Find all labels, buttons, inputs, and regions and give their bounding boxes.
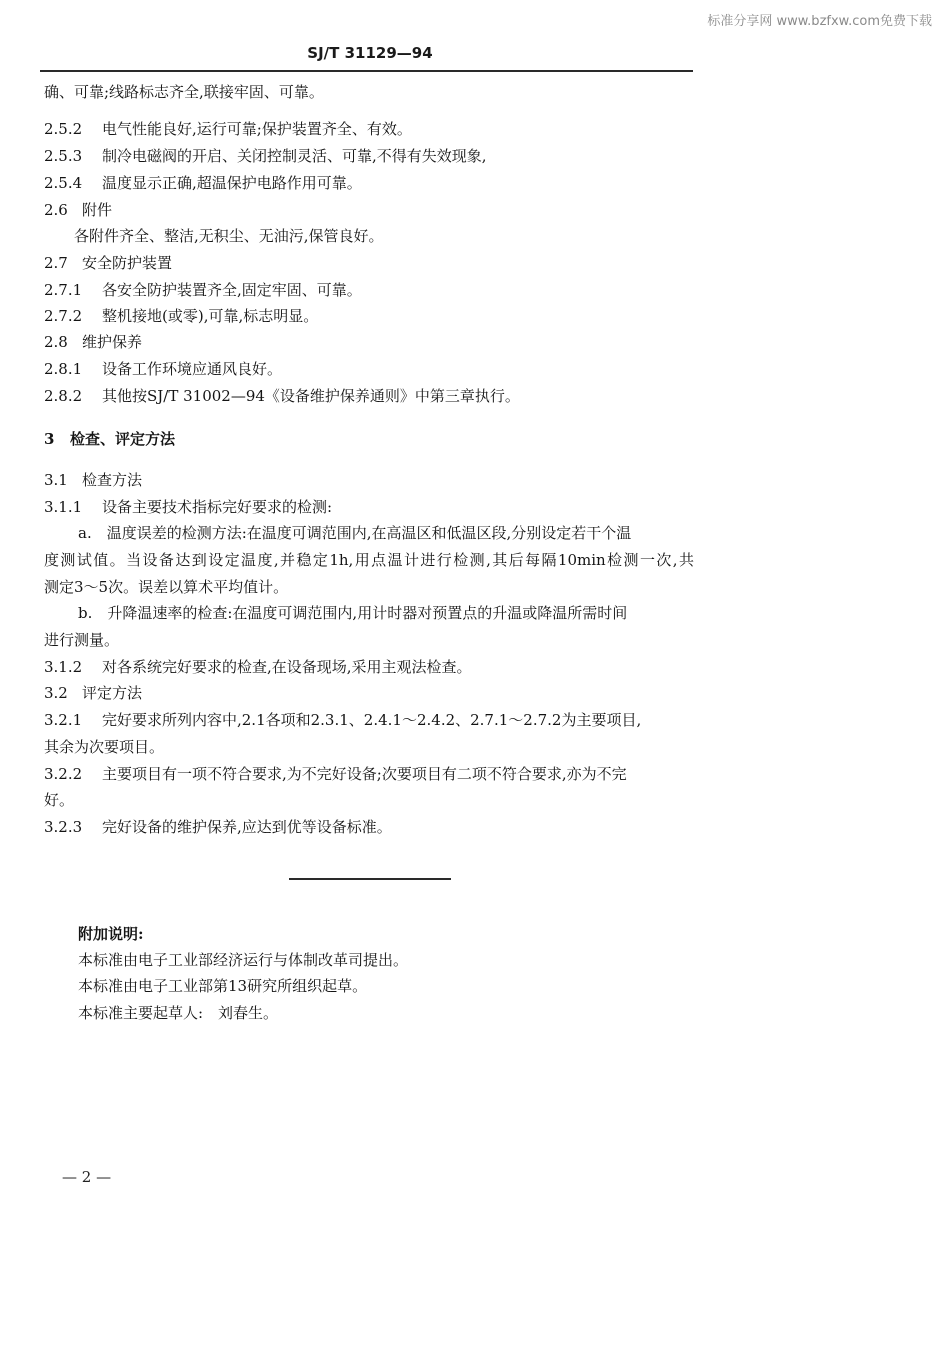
header-rule: [40, 70, 693, 72]
watermark-text: 标准分享网 www.bzfxw.com免费下载: [707, 14, 932, 29]
clause-2-6: 2.6 附件: [44, 201, 113, 219]
clause-3-2-2: 3.2.2 主要项目有一项不符合要求,为不完好设备;次要项目有二项不符合要求,亦为不完: [44, 765, 627, 783]
clause-2-5-3: 2.5.3 制冷电磁阀的开启、关闭控制灵活、可靠,不得有失效现象,: [44, 147, 487, 165]
item-b-line1: b. 升降温速率的检查:在温度可调范围内,用计时器对预置点的升温或降温所需时间: [78, 604, 628, 622]
item-b-line2: 进行测量。: [44, 631, 120, 649]
notes-line-3: 本标准主要起草人: 刘春生。: [78, 1004, 279, 1022]
document-code: SJ/T 31129—94: [307, 44, 433, 62]
clause-2-7: 2.7 安全防护装置: [44, 254, 173, 272]
clause-2-8-2: 2.8.2 其他按SJ/T 31002—94《设备维护保养通则》中第三章执行。: [44, 387, 520, 405]
clause-3-2: 3.2 评定方法: [44, 684, 143, 702]
notes-title: 附加说明:: [78, 925, 144, 943]
clause-3-2-1-cont: 其余为次要项目。: [44, 738, 165, 756]
clause-2-8: 2.8 维护保养: [44, 333, 143, 351]
page-number: — 2 —: [62, 1168, 112, 1186]
end-rule: [289, 878, 451, 880]
item-a-line1: a. 温度误差的检测方法:在温度可调范围内,在高温区和低温区段,分别设定若干个温: [78, 524, 632, 542]
item-a-line2: 度测试值。当设备达到设定温度,并稳定1h,用点温计进行检测,其后每隔10min检测一次,共: [44, 551, 694, 569]
clause-2-7-2: 2.7.2 整机接地(或零),可靠,标志明显。: [44, 307, 319, 325]
clause-3-2-3: 3.2.3 完好设备的维护保养,应达到优等设备标准。: [44, 818, 392, 836]
clause-3-1-1: 3.1.1 设备主要技术指标完好要求的检测:: [44, 498, 333, 516]
clause-3-2-1: 3.2.1 完好要求所列内容中,2.1各项和2.3.1、2.4.1～2.4.2、2.7.1～2.7.2为主要项目,: [44, 711, 642, 729]
item-a-line3: 测定3～5次。误差以算术平均值计。: [44, 578, 289, 596]
notes-line-2: 本标准由电子工业部第13研究所组织起草。: [78, 977, 368, 995]
clause-2-6-text: 各附件齐全、整洁,无积尘、无油污,保管良好。: [74, 227, 384, 245]
clause-3-2-2-cont: 好。: [44, 791, 75, 809]
clause-2-5-2: 2.5.2 电气性能良好,运行可靠;保护装置齐全、有效。: [44, 120, 412, 138]
section-3-heading: 3 检查、评定方法: [44, 430, 176, 448]
notes-line-1: 本标准由电子工业部经济运行与体制改革司提出。: [78, 951, 409, 969]
clause-3-1-2: 3.1.2 对各系统完好要求的检查,在设备现场,采用主观法检查。: [44, 658, 472, 676]
clause-2-8-1: 2.8.1 设备工作环境应通风良好。: [44, 360, 283, 378]
clause-3-1: 3.1 检查方法: [44, 471, 143, 489]
clause-2-5-4: 2.5.4 温度显示正确,超温保护电路作用可靠。: [44, 174, 362, 192]
clause-2-7-1: 2.7.1 各安全防护装置齐全,固定牢固、可靠。: [44, 281, 362, 299]
text-line: 确、可靠;线路标志齐全,联接牢固、可靠。: [44, 83, 324, 101]
